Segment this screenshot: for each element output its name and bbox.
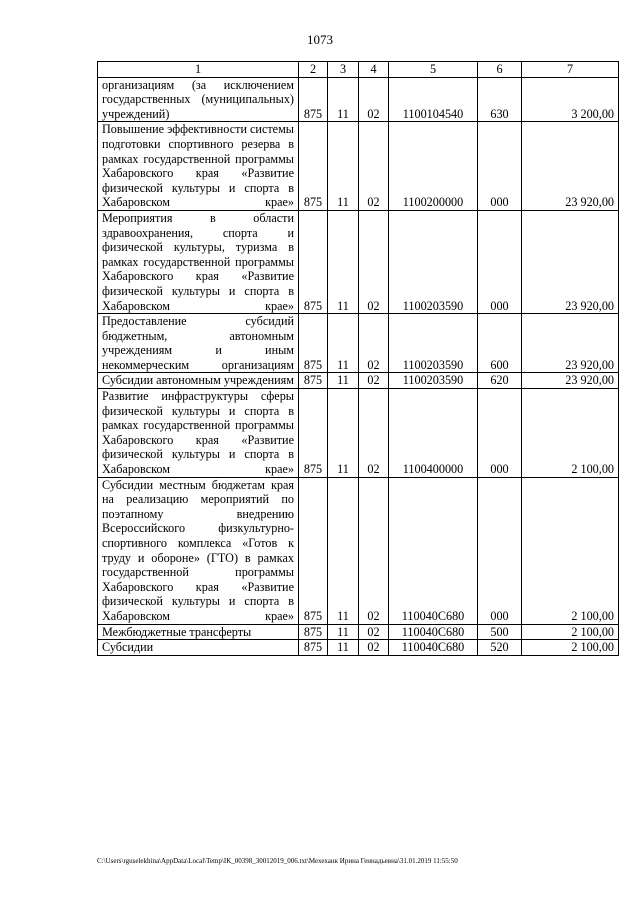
row-code-3: 11 <box>328 122 359 211</box>
row-code-5: 1100104540 <box>389 77 478 122</box>
row-name: Субсидии <box>98 640 299 656</box>
row-name: Развитие инфраструктуры сферы физической культуры и спорта в рамках государственной программы Хабаровского края «Развитие физической культуры и спорта в Хабаровском крае» <box>98 389 299 478</box>
row-code-4: 02 <box>359 314 389 373</box>
row-code-3: 11 <box>328 373 359 389</box>
row-amount: 23 920,00 <box>522 122 619 211</box>
row-code-2: 875 <box>299 373 328 389</box>
row-code-4: 02 <box>359 477 389 624</box>
row-code-2: 875 <box>299 640 328 656</box>
row-code-2: 875 <box>299 77 328 122</box>
table-row <box>98 122 619 211</box>
row-code-3: 11 <box>328 624 359 640</box>
table-row <box>98 640 619 656</box>
row-code-6: 000 <box>478 122 522 211</box>
row-name: Повышение эффективности системы подготовки спортивного резерва в рамках государственной программы Хабаровского края «Развитие физической культуры и спорта в Хабаровском крае» <box>98 122 299 211</box>
row-code-2: 875 <box>299 122 328 211</box>
row-code-2: 875 <box>299 624 328 640</box>
row-code-3: 11 <box>328 314 359 373</box>
table-row <box>98 210 619 313</box>
column-header: 5 <box>389 62 478 78</box>
row-code-6: 500 <box>478 624 522 640</box>
row-code-5: 1100400000 <box>389 389 478 478</box>
table-row <box>98 389 619 478</box>
row-code-2: 875 <box>299 210 328 313</box>
row-code-4: 02 <box>359 640 389 656</box>
row-code-6: 000 <box>478 477 522 624</box>
row-amount: 23 920,00 <box>522 210 619 313</box>
row-code-5: 110040С680 <box>389 640 478 656</box>
row-name: Предоставление субсидий бюджетным, автономным учреждениям и иным некоммерческим организациям <box>98 314 299 373</box>
row-code-5: 1100200000 <box>389 122 478 211</box>
row-amount: 23 920,00 <box>522 314 619 373</box>
table-row <box>98 624 619 640</box>
row-amount: 2 100,00 <box>522 624 619 640</box>
column-header: 6 <box>478 62 522 78</box>
row-code-5: 1100203590 <box>389 210 478 313</box>
row-code-6: 620 <box>478 373 522 389</box>
row-code-2: 875 <box>299 314 328 373</box>
column-header: 2 <box>299 62 328 78</box>
row-code-5: 110040С680 <box>389 624 478 640</box>
row-amount: 2 100,00 <box>522 477 619 624</box>
row-code-4: 02 <box>359 389 389 478</box>
row-code-6: 630 <box>478 77 522 122</box>
row-amount: 2 100,00 <box>522 389 619 478</box>
row-code-6: 000 <box>478 389 522 478</box>
table-row <box>98 373 619 389</box>
footer-file-path: C:\Users\rguselekhina\AppData\Local\Temp\IK_00398_30012019_006.txt\Мехеханк Ирина Геннадьевна\31.01.2019 11:55:50 <box>97 857 458 865</box>
column-header: 1 <box>98 62 299 78</box>
row-name: Субсидии местным бюджетам края на реализацию мероприятий по поэтапному внедрению Всероссийского физкультурно-спортивного комплекса «Готов к труду и обороне» (ГТО) в рамках государственной программы Хабаровского края «Развитие физической культуры и спорта в Хабаровском крае» <box>98 477 299 624</box>
row-code-4: 02 <box>359 373 389 389</box>
row-code-2: 875 <box>299 477 328 624</box>
column-header: 7 <box>522 62 619 78</box>
table-row <box>98 477 619 624</box>
row-name: организациям (за исключением государственных (муниципальных) учреждений) <box>98 77 299 122</box>
row-code-3: 11 <box>328 389 359 478</box>
page-number: 1073 <box>307 32 333 47</box>
row-name: Межбюджетные трансферты <box>98 624 299 640</box>
row-amount: 2 100,00 <box>522 640 619 656</box>
table-row <box>98 77 619 122</box>
column-header: 3 <box>328 62 359 78</box>
row-code-4: 02 <box>359 77 389 122</box>
row-code-5: 110040С680 <box>389 477 478 624</box>
row-amount: 23 920,00 <box>522 373 619 389</box>
row-code-2: 875 <box>299 389 328 478</box>
row-code-4: 02 <box>359 122 389 211</box>
table-row <box>98 314 619 373</box>
row-code-3: 11 <box>328 77 359 122</box>
column-header: 4 <box>359 62 389 78</box>
row-code-3: 11 <box>328 640 359 656</box>
row-code-4: 02 <box>359 210 389 313</box>
row-code-5: 1100203590 <box>389 373 478 389</box>
row-name: Мероприятия в области здравоохранения, спорта и физической культуры, туризма в рамках государственной программы Хабаровского края «Развитие физической культуры и спорта в Хабаровском крае» <box>98 210 299 313</box>
row-code-6: 000 <box>478 210 522 313</box>
row-amount: 3 200,00 <box>522 77 619 122</box>
row-name: Субсидии автономным учреждениям <box>98 373 299 389</box>
row-code-6: 600 <box>478 314 522 373</box>
budget-table <box>97 61 619 656</box>
row-code-5: 1100203590 <box>389 314 478 373</box>
row-code-6: 520 <box>478 640 522 656</box>
header-row <box>98 62 619 78</box>
row-code-3: 11 <box>328 210 359 313</box>
row-code-3: 11 <box>328 477 359 624</box>
row-code-4: 02 <box>359 624 389 640</box>
